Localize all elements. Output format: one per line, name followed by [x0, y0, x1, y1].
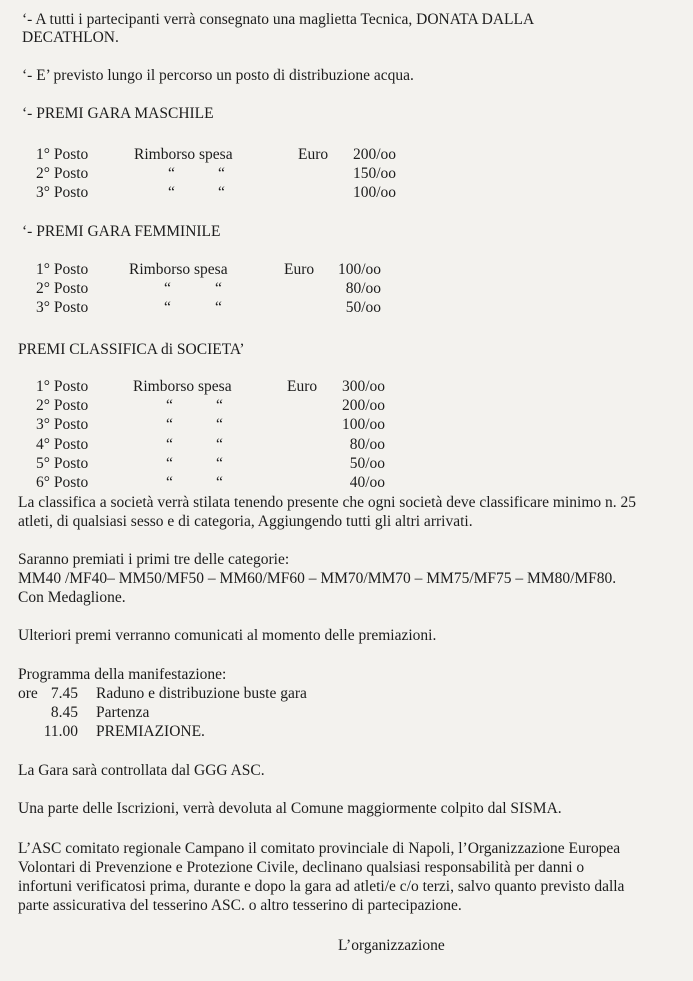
programma-text: Raduno e distribuzione buste gara: [96, 685, 307, 702]
programma-item: [18, 685, 418, 704]
prize-row: [36, 455, 385, 474]
sisma-line: Una parte delle Iscrizioni, verrà devoluta al Comune maggiormente colpito dal SISMA.: [18, 800, 562, 817]
prize-position: 2° Posto: [36, 165, 89, 182]
prize-row: [36, 146, 396, 165]
heading-maschile: ‘- PREMI GARA MASCHILE: [22, 105, 214, 122]
prize-row: [36, 184, 396, 203]
ditto-mark: “: [168, 184, 175, 201]
prize-position: 3° Posto: [36, 416, 89, 434]
ditto-mark: “: [166, 474, 173, 491]
prize-position: 3° Posto: [36, 184, 89, 201]
prize-row: [36, 397, 385, 416]
ditto-mark: “: [216, 416, 223, 434]
prize-rimborso-label: Rimborso spesa: [134, 146, 233, 163]
ditto-mark: “: [218, 184, 225, 201]
prize-position: 2° Posto: [36, 280, 89, 297]
heading-femminile: ‘- PREMI GARA FEMMINILE: [22, 223, 221, 240]
programma-time: 7.45: [50, 685, 78, 702]
signature-organizzazione: L’organizzazione: [338, 937, 445, 954]
prize-currency: Euro: [284, 261, 315, 278]
societa-note-line-1: La classifica a società verrà stilata tenendo presente che ogni società deve classificare minimo n. 25: [18, 494, 637, 511]
categorie-line-2: MM40 /MF40– MM50/MF50 – MM60/MF60 – MM70/MM70 – MM75/MF75 – MM80/MF80.: [18, 570, 617, 587]
ditto-mark: “: [216, 474, 223, 491]
disclaimer-line-3: infortuni verificatosi prima, durante e dopo la gara ad atleti/e c/o terzi, salvo quanto previsto dalla: [18, 878, 625, 895]
prize-amount: 200/oo: [352, 146, 396, 163]
ditto-mark: “: [164, 299, 171, 316]
heading-societa: PREMI CLASSIFICA di SOCIETA’: [18, 341, 245, 358]
prize-rimborso-label: Rimborso spesa: [129, 261, 228, 278]
programma-heading: Programma della manifestazione:: [18, 666, 227, 683]
ditto-mark: “: [164, 280, 171, 297]
prize-row: [36, 474, 385, 493]
disclaimer-line-1: L’ASC comitato regionale Campano il comitato provinciale di Napoli, l’Organizzazione Europea: [18, 840, 621, 857]
intro-line-2: ‘- E’ previsto lungo il percorso un posto di distribuzione acqua.: [22, 67, 414, 84]
ditto-mark: “: [168, 165, 175, 182]
programma-item: [18, 704, 418, 723]
programma-item: [18, 723, 418, 742]
prize-position: 3° Posto: [36, 299, 89, 316]
ditto-mark: “: [215, 280, 222, 297]
ditto-mark: “: [216, 397, 223, 415]
prize-position: 5° Posto: [36, 454, 89, 472]
ditto-mark: “: [218, 165, 225, 182]
programma-text: PREMIAZIONE.: [96, 723, 205, 740]
programma-text: Partenza: [96, 704, 150, 721]
programma-prefix: ore: [18, 685, 38, 702]
prize-amount: 100/oo: [341, 416, 385, 434]
prize-amount: 50/oo: [345, 299, 381, 316]
prize-amount: 100/oo: [352, 184, 396, 201]
ditto-mark: “: [216, 454, 223, 472]
prize-position: 1° Posto: [36, 146, 89, 163]
prize-rimborso-label: Rimborso spesa: [133, 378, 232, 395]
prize-position: 1° Posto: [36, 261, 89, 278]
prize-row: [36, 436, 385, 455]
prize-row: [36, 165, 396, 184]
programma-time: 11.00: [43, 723, 78, 740]
prize-row: [36, 280, 381, 299]
ulteriori-premi: Ulteriori premi verranno comunicati al momento delle premiazioni.: [18, 627, 437, 644]
prize-row: [36, 416, 385, 435]
ditto-mark: “: [166, 416, 173, 434]
intro-line-1b: DECATHLON.: [22, 29, 119, 46]
prize-amount: 100/oo: [337, 261, 381, 278]
prize-position: 2° Posto: [36, 397, 89, 415]
prize-currency: Euro: [298, 146, 329, 163]
programma-time: 8.45: [50, 704, 78, 721]
prize-amount: 40/oo: [349, 474, 385, 491]
prize-amount: 150/oo: [352, 165, 396, 182]
intro-line-1a: ‘- A tutti i partecipanti verrà consegnato una maglietta Tecnica, DONATA DALLA: [22, 11, 535, 28]
ditto-mark: “: [215, 299, 222, 316]
prize-row: [36, 261, 381, 280]
ditto-mark: “: [166, 454, 173, 472]
prize-amount: 300/oo: [341, 378, 385, 395]
prize-amount: 50/oo: [349, 454, 385, 472]
prize-amount: 80/oo: [345, 280, 381, 297]
prize-currency: Euro: [287, 378, 318, 395]
prize-position: 6° Posto: [36, 474, 89, 491]
prize-position: 4° Posto: [36, 435, 89, 453]
disclaimer-line-4: parte assicurativa del tesserino ASC. o altro tesserino di partecipazione.: [18, 897, 462, 914]
prize-row: [36, 378, 385, 397]
prize-amount: 80/oo: [349, 435, 385, 453]
ditto-mark: “: [166, 397, 173, 415]
societa-note-line-2: atleti, di qualsiasi sesso e di categoria, Aggiungendo tutti gli altri arrivati.: [18, 513, 473, 530]
prize-row: [36, 299, 381, 318]
ditto-mark: “: [166, 435, 173, 453]
categorie-line-1: Saranno premiati i primi tre delle categorie:: [18, 551, 290, 568]
controllo-line: La Gara sarà controllata dal GGG ASC.: [18, 762, 265, 779]
ditto-mark: “: [216, 435, 223, 453]
categorie-line-3: Con Medaglione.: [18, 589, 126, 606]
disclaimer-line-2: Volontari di Prevenzione e Protezione Civile, declinano qualsiasi responsabilità per danni o: [18, 859, 585, 876]
prize-position: 1° Posto: [36, 378, 89, 395]
prize-amount: 200/oo: [341, 397, 385, 415]
